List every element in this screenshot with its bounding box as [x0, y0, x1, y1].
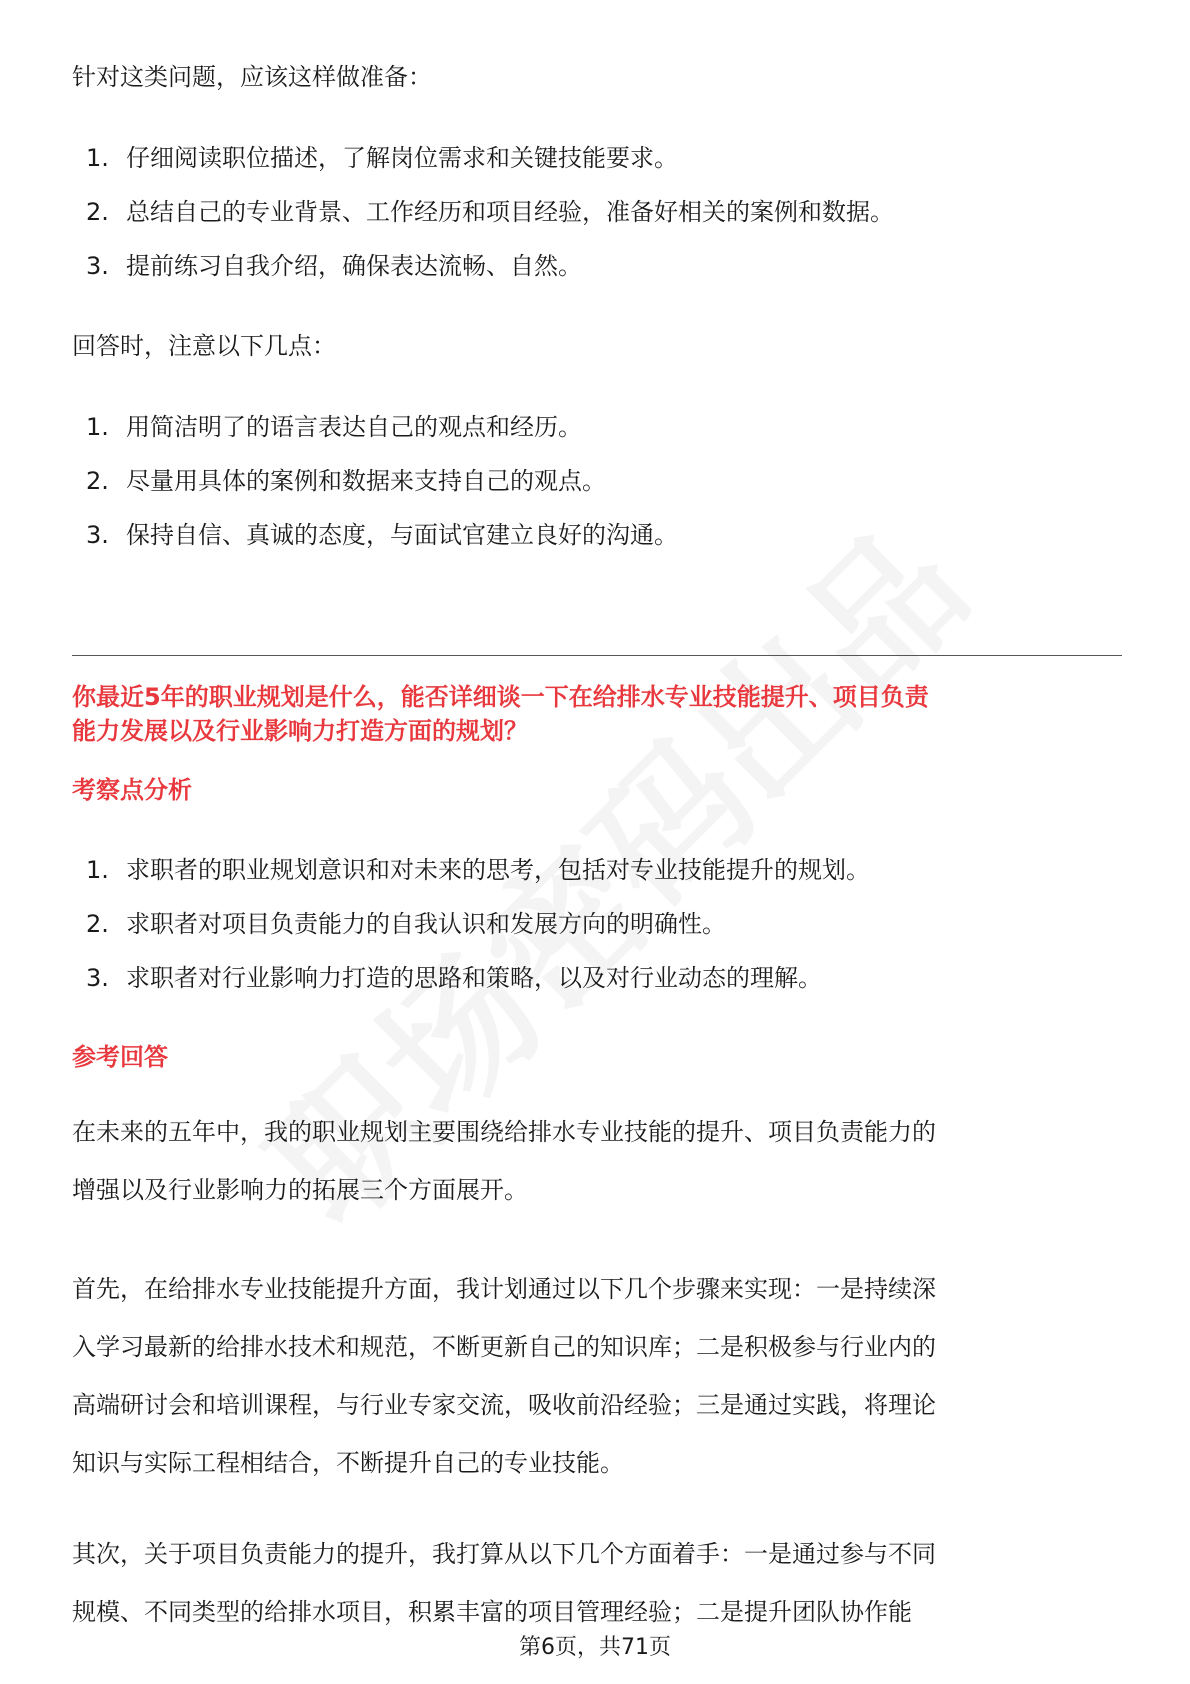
list-item: 2. 尽量用具体的案例和数据来支持自己的观点。 — [86, 467, 606, 495]
list-item: 1. 用简洁明了的语言表达自己的观点和经历。 — [86, 413, 582, 441]
analysis-heading: 考察点分析 — [72, 776, 192, 804]
list-item: 3. 提前练习自我介绍，确保表达流畅、自然。 — [86, 252, 582, 280]
list-item: 1. 求职者的职业规划意识和对未来的思考，包括对专业技能提升的规划。 — [86, 856, 870, 884]
question-title: 你最近5年的职业规划是什么，能否详细谈一下在给排水专业技能提升、项目负责 能力发展以及行业影响力打造方面的规划？ — [72, 683, 929, 745]
list-item: 2. 求职者对项目负责能力的自我认识和发展方向的明确性。 — [86, 910, 726, 938]
section1-intro: 针对这类问题，应该这样做准备： — [72, 63, 432, 91]
list-item: 2. 总结自己的专业背景、工作经历和项目经验，准备好相关的案例和数据。 — [86, 198, 894, 226]
list-item: 3. 保持自信、真诚的态度，与面试官建立良好的沟通。 — [86, 521, 678, 549]
list-item: 1. 仔细阅读职位描述，了解岗位需求和关键技能要求。 — [86, 144, 678, 172]
answer-heading: 参考回答 — [72, 1043, 168, 1071]
section2-intro: 回答时，注意以下几点： — [72, 332, 336, 360]
page-number: 第6页，共71页 — [519, 1635, 671, 1660]
divider — [72, 655, 1122, 656]
list-item: 3. 求职者对行业影响力打造的思路和策略，以及对行业动态的理解。 — [86, 964, 822, 992]
